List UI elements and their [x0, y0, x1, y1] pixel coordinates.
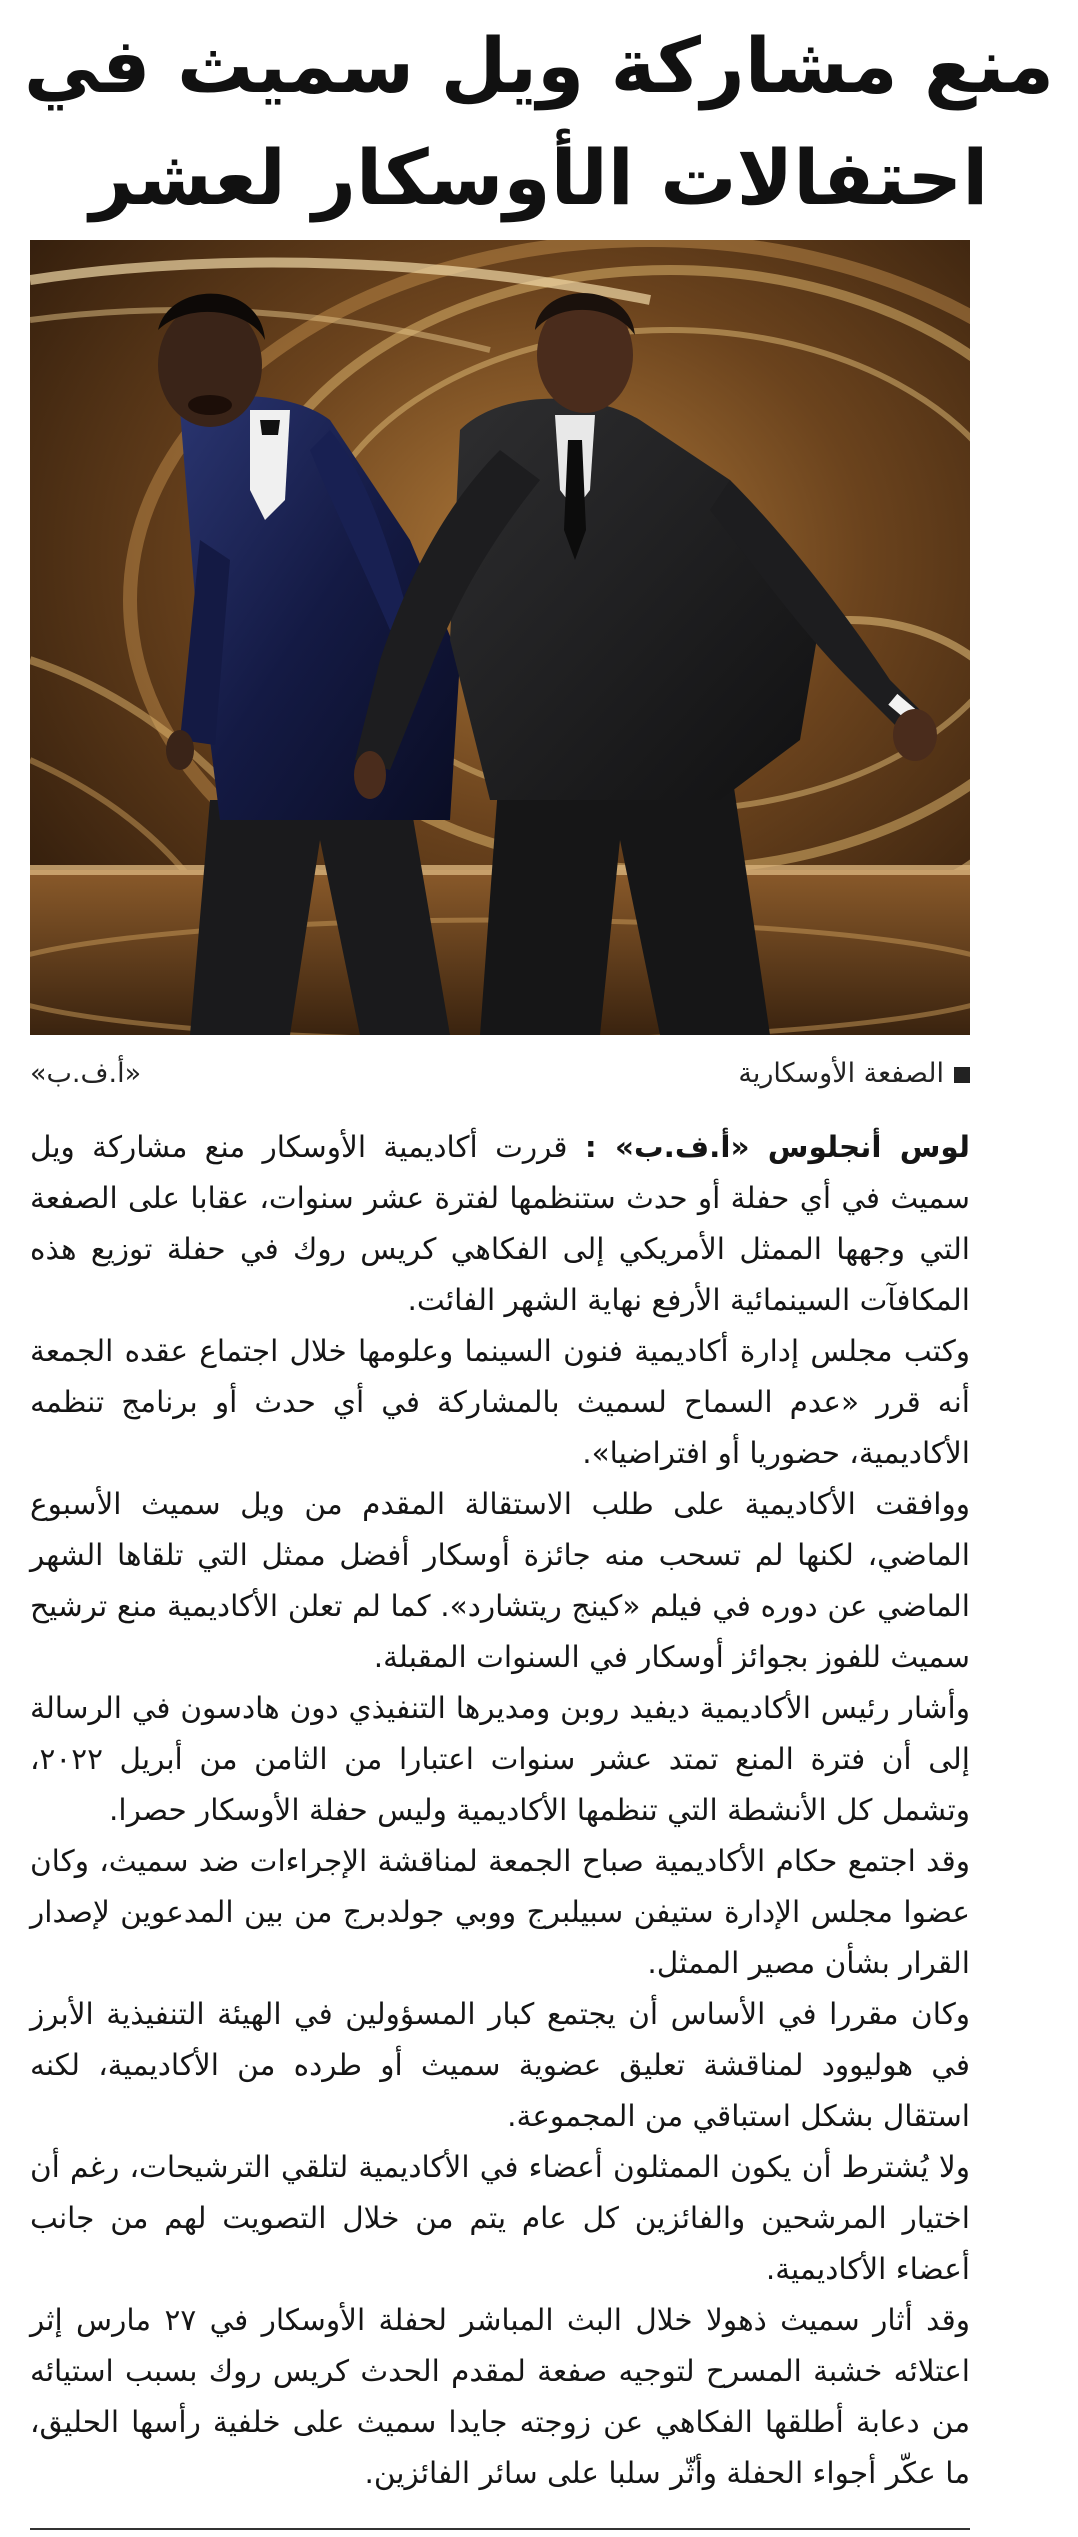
photo-caption: [738, 1052, 970, 1096]
article-paragraph: وقد أثار سميث ذهولا خلال البث المباشر لحفلة الأوسكار في ٢٧ مارس إثر اعتلائه خشبة المسرح لتوجيه صفعة لمقدم الحدث كريس روك بسبب استيائه من دعابة أطلقها الفكاهي عن زوجته جايدا سميث على خلفية رأسها الحليق، ما عكّر أجواء الحفلة وأثّر سلبا على سائر الفائزين.: [30, 2303, 971, 2490]
article-dateline: لوس أنجلوس «أ.ف.ب» :: [584, 1130, 970, 1164]
photo-caption-row: [30, 1052, 970, 1096]
article-paragraph: [30, 1122, 970, 1326]
headline-line-2: احتفالات الأوسكار لعشر: [89, 133, 989, 222]
photo-credit: «أ.ف.ب»: [30, 1058, 142, 1089]
photo-caption-text: الصفعة الأوسكارية: [738, 1058, 944, 1089]
article-paragraph: وقد اجتمع حكام الأكاديمية صباح الجمعة لمناقشة الإجراءات ضد سميث، وكان عضوا مجلس الإدارة ستيفن سبيلبرج ووبي جولدبرج من بين المدعوين لإصدار القرار بشأن مصير الممثل.: [30, 1844, 970, 1980]
article-paragraph: وكتب مجلس إدارة أكاديمية فنون السينما وعلومها خلال اجتماع عقده الجمعة أنه قرر «عدم السماح لسميث بالمشاركة في أي حدث أو برنامج تنظمه الأكاديمية، حضوريا أو افتراضيا».: [30, 1334, 970, 1470]
paragraph-text: قررت أكاديمية الأوسكار منع مشاركة ويل سميث في أي حفلة أو حدث ستنظمها لفترة عشر سنوات، عقابا على الصفعة التي وجهها الممثل الأمريكي إلى الفكاهي كريس روك في حفلة توزيع هذه المكافآت السينمائية الأرفع نهاية الشهر الفائت.: [30, 1130, 970, 1317]
article-body: [30, 1122, 970, 2499]
article-photo: [30, 240, 970, 1035]
article-paragraph: ولا يُشترط أن يكون الممثلون أعضاء في الأكاديمية لتلقي الترشيحات، رغم أن اختيار المرشحين والفائزين كل عام يتم من خلال التصويت لهم من جانب أعضاء الأكاديمية.: [30, 2150, 970, 2286]
oscars-stage-photo: [30, 240, 970, 1035]
bottom-divider: [30, 2528, 970, 2530]
article-paragraph: ووافقت الأكاديمية على طلب الاستقالة المقدم من ويل سميث الأسبوع الماضي، لكنها لم تسحب منه جائزة أوسكار أفضل ممثل التي تلقاها الشهر الماضي عن دوره في فيلم «كينج ريتشارد». كما لم تعلن الأكاديمية منع ترشيح سميث للفوز بجوائز أوسكار في السنوات المقبلة.: [30, 1487, 970, 1674]
caption-bullet-square-icon: [954, 1067, 970, 1083]
article-paragraph: وكان مقررا في الأساس أن يجتمع كبار المسؤولين في الهيئة التنفيذية الأبرز في هوليوود لمناقشة تعليق عضوية سميث أو طرده من الأكاديمية، لكنه استقال بشكل استباقي من المجموعة.: [30, 1997, 970, 2133]
article-paragraph: وأشار رئيس الأكاديمية ديفيد روبن ومديرها التنفيذي دون هادسون في الرسالة إلى أن فترة المنع تمتد عشر سنوات اعتبارا من الثامن من أبريل ٢٠٢٢، وتشمل كل الأنشطة التي تنظمها الأكاديمية وليس حفلة الأوسكار حصرا.: [30, 1691, 970, 1827]
headline-line-1: منع مشاركة ويل سميث في: [23, 21, 1055, 110]
